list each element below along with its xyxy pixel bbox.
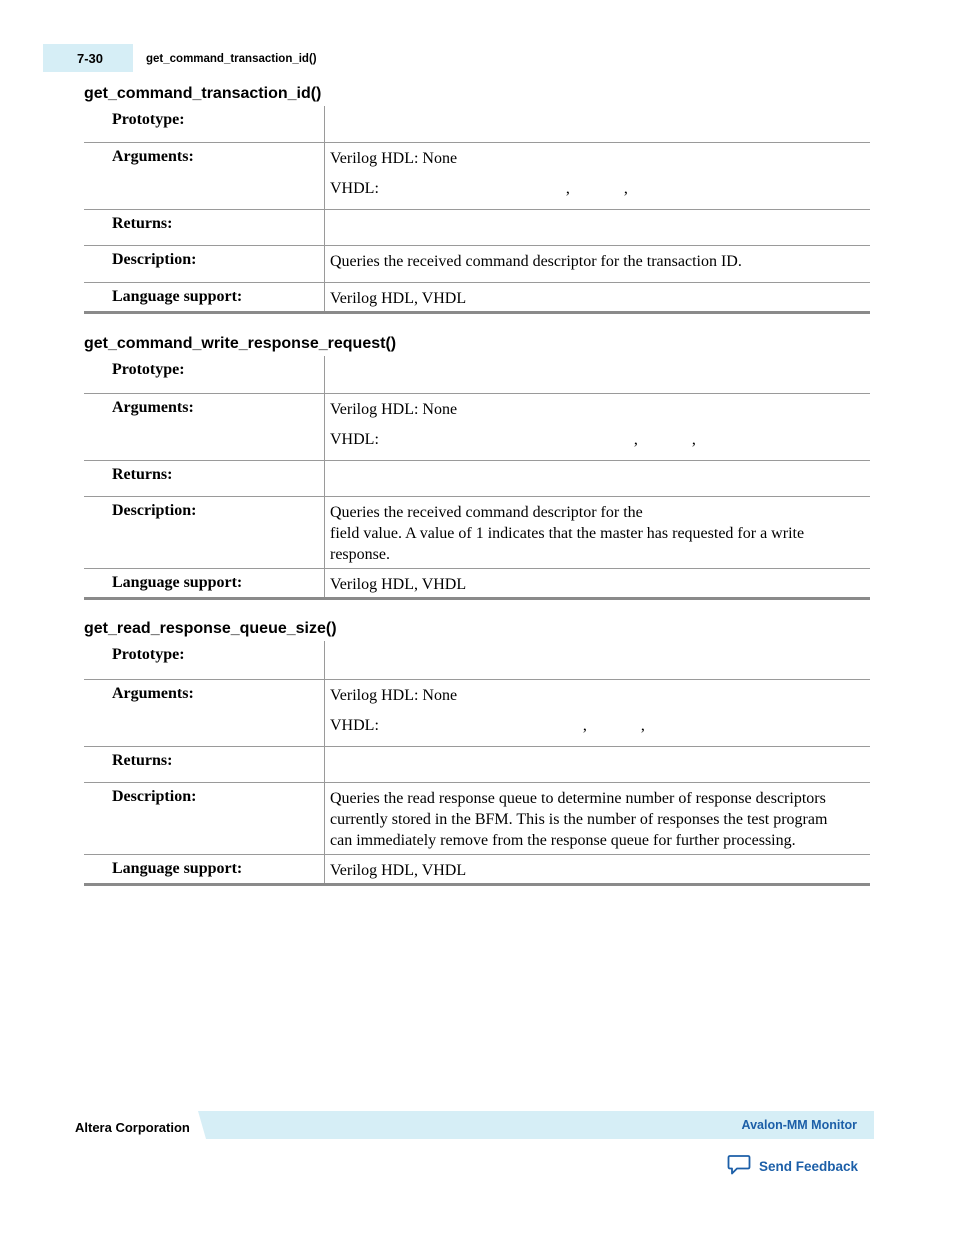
- description-text: Queries the received command descriptor for the transaction ID.: [330, 252, 742, 270]
- prototype-label: Prototype:: [112, 646, 185, 663]
- api-section-transaction-id: [84, 85, 870, 314]
- prototype-value: [325, 106, 871, 142]
- returns-value: [325, 746, 871, 782]
- arguments-vhdl: VHDL:: [330, 716, 379, 734]
- description-text: [325, 497, 870, 565]
- arguments-verilog: Verilog HDL: None: [330, 149, 458, 167]
- api-table: [84, 106, 870, 314]
- section-title: get_read_response_queue_size(): [84, 620, 337, 637]
- send-feedback-label[interactable]: Send Feedback: [759, 1158, 859, 1174]
- returns-value: [325, 209, 871, 245]
- footer-company: Altera Corporation: [75, 1120, 190, 1135]
- arguments-label: Arguments:: [112, 398, 194, 416]
- description-label: Description:: [112, 250, 197, 268]
- language-label: Language support:: [112, 573, 243, 591]
- api-table: [84, 641, 870, 886]
- arguments-vhdl: VHDL:: [330, 179, 379, 197]
- returns-label: Returns:: [112, 465, 173, 483]
- speech-bubble-icon: [727, 1154, 751, 1179]
- api-section-read-response-queue-size: [84, 620, 870, 886]
- language-value: Verilog HDL, VHDL: [330, 289, 467, 307]
- prototype-label: Prototype:: [112, 361, 185, 378]
- arguments-label: Arguments:: [112, 147, 194, 165]
- returns-label: Returns:: [112, 751, 173, 769]
- description-label: Description:: [112, 787, 197, 805]
- running-title: get_command_transaction_id(): [146, 53, 317, 65]
- arguments-vhdl-line: VHDL: , ,: [330, 430, 696, 448]
- arguments-vhdl-line: VHDL: , ,: [330, 716, 645, 734]
- page-number: 7-30: [77, 51, 104, 66]
- section-title: get_command_transaction_id(): [84, 85, 322, 102]
- description-text: Queries the read response queue to determine number of response descriptors currently stored in the BFM. This is the number of responses the test program can immediately remove from the response queue for further processing.: [330, 789, 828, 849]
- api-section-write-response-request: [84, 335, 870, 600]
- prototype-label: Prototype:: [112, 111, 185, 128]
- language-value: Verilog HDL, VHDL: [330, 861, 467, 879]
- description-line-2: field value. A value of 1 indicates that the master has requested for a write response.: [330, 524, 805, 563]
- prototype-value: [325, 356, 871, 393]
- arguments-verilog: Verilog HDL: None: [330, 400, 458, 418]
- language-label: Language support:: [112, 287, 243, 305]
- prototype-value: [325, 641, 871, 679]
- language-label: Language support:: [112, 859, 243, 877]
- send-feedback-link[interactable]: [727, 1153, 858, 1179]
- language-value: Verilog HDL, VHDL: [330, 575, 467, 593]
- arguments-vhdl: VHDL:: [330, 430, 379, 448]
- arguments-label: Arguments:: [112, 684, 194, 702]
- footer-document-title[interactable]: Avalon-MM Monitor: [741, 1118, 857, 1132]
- arguments-verilog: Verilog HDL: None: [330, 686, 458, 704]
- section-title: get_command_write_response_request(): [84, 335, 397, 352]
- description-label: Description:: [112, 501, 197, 519]
- returns-value: [325, 460, 871, 496]
- api-table: [84, 356, 870, 600]
- returns-label: Returns:: [112, 214, 173, 232]
- arguments-vhdl-line: VHDL: , ,: [330, 179, 628, 197]
- description-line-1: Queries the received command descriptor for the: [330, 503, 643, 521]
